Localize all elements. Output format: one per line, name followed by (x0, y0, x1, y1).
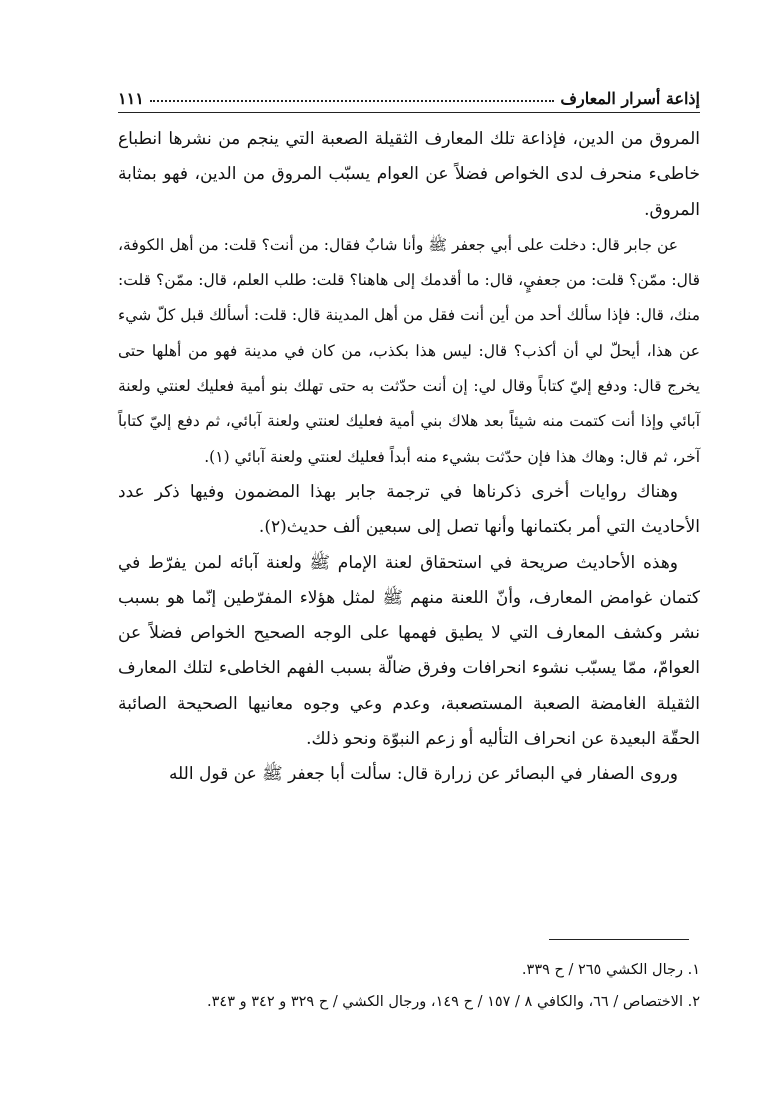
running-header (118, 82, 700, 108)
footnote-separator (549, 939, 689, 940)
paragraph-4: وهذه الأحاديث صريحة في استحقاق لعنة الإمام ﷺ ولعنة آبائه لمن يفرّط في كتمان غوامض المعارف، وأنّ اللعنة منهم ﷺ لمثل هؤلاء المفرّطين إنّما هو بسبب نشر وكشف المعارف التي لا يطيق فهمها على الوجه الصحيح الخواص فضلاً عن العوامّ، ممّا يسبّب نشوء انحرافات وفرق ضالّة بسبب الفهم الخاطىء لتلك المعارف الثقيلة الغامضة الصعبة المستصعبة، وعدم وعي وجوه معانيها الصحيحة الصائبة الحقّة البعيدة عن انحراف التأليه أو زعم النبوّة ونحو ذلك. (118, 552, 700, 750)
footnote-2: ٢. الاختصاص / ٦٦، والكافي ٨ / ١٥٧ / ح ١٤٩، ورجال الكشي / ح ٣٢٩ و ٣٤٢ و ٣٤٣. (207, 994, 700, 1010)
footnote-1: ١. رجال الكشي ٢٦٥ / ح ٣٣٩. (521, 962, 700, 978)
running-title: إذاعة أسرار المعارف (560, 89, 700, 108)
leader-dots (150, 99, 555, 102)
footnotes (118, 954, 700, 1018)
header-rule (118, 112, 700, 113)
paragraph-1: المروق من الدين، فإذاعة تلك المعارف الثقيلة الصعبة التي ينجم من نشرها انطباع خاطىء منحرف لدى الخواص فضلاً عن العوام يسبّب المروق من الدين، فهو بمثابة المروق. (118, 129, 700, 220)
page-number: ١١١ (118, 89, 144, 108)
main-text (118, 122, 700, 793)
paragraph-3: وهناك روايات أخرى ذكرناها في ترجمة جابر بهذا المضمون وفيها ذكر عدد الأحاديث التي أمر بكتمانها وأنها تصل إلى سبعين ألف حديث(٢). (118, 481, 700, 538)
paragraph-5: وروى الصفار في البصائر عن زرارة قال: سألت أبا جعفر ﷺ عن قول الله (168, 764, 678, 785)
paragraph-2: عن جابر قال: دخلت على أبي جعفر ﷺ وأنا شابٌ فقال: من أنت؟ قلت: من أهل الكوفة، قال: ممّن؟ قلت: من جعفيٍ، قال: ما أقدمك إلى هاهنا؟ قلت: طلب العلم، قال: ممّن؟ قلت: منك، قال: فإذا سألك أحد من أين أنت فقل من أهل المدينة قال: قلت: أسألك قبل كلّ شيء عن هذا، أيحلّ لي أن أكذب؟ قال: ليس هذا بكذب، من كان في مدينة فهو من أهلها حتى يخرج قال: ودفع إليّ كتاباً وقال لي: إن أنت حدّثت به حتى تهلك بنو أمية فعليك لعنتي ولعنة آبائي وإذا أنت كتمت منه شيئاً بعد هلاك بني أمية فعليك لعنتي ولعنة آبائي، ثم دفع إليّ كتاباً آخر، ثم قال: وهاك هذا فإن حدّثت بشيء منه أبداً فعليك لعنتي ولعنة آبائي (١). (118, 235, 700, 466)
